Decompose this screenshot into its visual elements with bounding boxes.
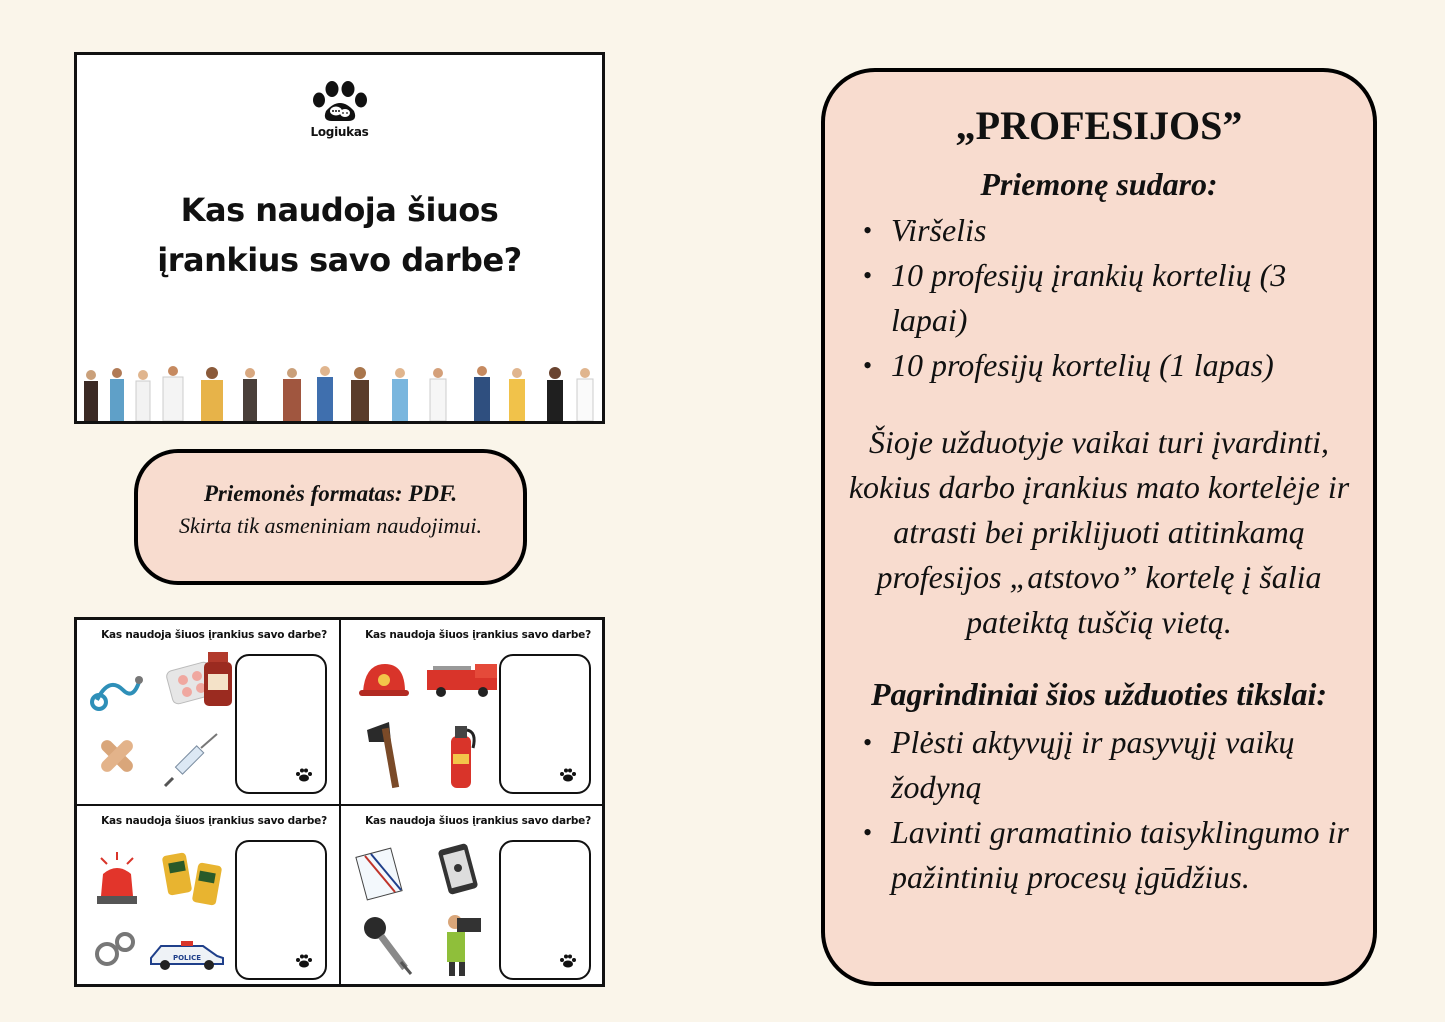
- card-title: Kas naudoja šiuos įrankius savo darbe?: [365, 629, 591, 641]
- walkie-talkie-icon: [161, 844, 225, 914]
- card-title: Kas naudoja šiuos įrankius savo darbe?: [101, 815, 327, 827]
- notepad-icon: [355, 846, 407, 902]
- description-panel: [821, 68, 1377, 986]
- stethoscope-icon: [89, 670, 147, 714]
- card-title: Kas naudoja šiuos įrankius savo darbe?: [101, 629, 327, 641]
- fire-extinguisher-icon: [443, 720, 479, 790]
- medicine-bottle-icon: [201, 650, 235, 708]
- person-figure: [392, 368, 408, 421]
- contents-heading: Priemonę sudaro:: [980, 166, 1218, 202]
- worksheet-card-journalist: [341, 806, 603, 990]
- contents-list: [825, 208, 1373, 388]
- blank-drop-area[interactable]: [235, 840, 327, 980]
- cover-title: [77, 185, 602, 285]
- bandage-icon: [93, 732, 141, 780]
- blank-drop-area[interactable]: [499, 840, 591, 980]
- person-figure: [201, 367, 223, 421]
- person-figure: [577, 368, 593, 421]
- format-label: Priemonės formatas: PDF.: [203, 481, 458, 506]
- product-title: „PROFESIJOS”: [955, 103, 1243, 148]
- usage-note: Skirta tik asmeniniam naudojimui.: [178, 513, 483, 538]
- person-figure: [509, 368, 525, 421]
- paw-logo-icon: [559, 768, 577, 782]
- worksheet-card-medical: [77, 620, 339, 804]
- microphone-icon: [361, 912, 417, 976]
- blank-drop-area[interactable]: [499, 654, 591, 794]
- person-figure: [243, 368, 257, 421]
- person-figure: [84, 370, 98, 421]
- person-figure: [474, 366, 490, 421]
- professionals-illustration: [77, 363, 602, 421]
- logo: [77, 81, 602, 139]
- handcuffs-icon: [93, 928, 137, 972]
- cover-title-line-1: Kas naudoja šiuos: [180, 191, 499, 229]
- person-figure: [317, 366, 333, 421]
- syringe-icon: [161, 730, 221, 790]
- list-item: • Lavinti gramatinio taisyklingumo ir pažintinių procesų įgūdžius.: [825, 810, 1373, 900]
- police-car-icon: [147, 938, 227, 970]
- camera-operator-icon: [437, 910, 485, 976]
- logo-text: Logiukas: [310, 125, 369, 139]
- list-item: • 10 profesijų įrankių kortelių (3 lapai): [825, 253, 1373, 343]
- person-figure: [136, 370, 150, 421]
- card-title: Kas naudoja šiuos įrankius savo darbe?: [365, 815, 591, 827]
- axe-icon: [363, 720, 409, 790]
- cover-title-line-2: įrankius savo darbe?: [157, 241, 522, 279]
- cover-preview: [74, 52, 605, 424]
- paw-logo-icon: [295, 954, 313, 968]
- paw-logo-icon: [295, 768, 313, 782]
- blank-drop-area[interactable]: [235, 654, 327, 794]
- worksheets-preview: [74, 617, 605, 987]
- person-figure: [283, 368, 301, 421]
- list-item: • Viršelis: [825, 208, 1373, 253]
- person-figure: [110, 368, 124, 421]
- person-figure: [547, 367, 563, 421]
- paw-logo-icon: [559, 954, 577, 968]
- fire-helmet-icon: [359, 658, 409, 702]
- phone-recorder-icon: [435, 840, 485, 898]
- paw-logo-icon: [310, 81, 370, 123]
- list-item: • 10 profesijų kortelių (1 lapas): [825, 343, 1373, 388]
- worksheet-card-fire: [341, 620, 603, 804]
- person-figure: [163, 366, 183, 421]
- siren-icon: [95, 850, 139, 908]
- goals-heading: Pagrindiniai šios užduoties tikslai:: [870, 676, 1328, 712]
- police-label: POLICE: [172, 954, 202, 962]
- goals-list: [825, 720, 1373, 900]
- grid-divider-vertical: [339, 620, 341, 984]
- grid-divider-horizontal: [77, 804, 602, 806]
- task-description: Šioje užduotyje vaikai turi įvardinti, kokius darbo įrankius mato kortelėje ir atrasti bei priklijuoti atitinkamą profesijos „atstovo” kortelę į šalia pateiktą tuščią vietą.: [848, 424, 1350, 640]
- worksheet-card-police: [77, 806, 339, 990]
- person-figure: [351, 367, 369, 421]
- list-item: • Plėsti aktyvųjį ir pasyvųjį vaikų žodyną: [825, 720, 1373, 810]
- fire-truck-icon: [425, 660, 501, 700]
- person-figure: [430, 368, 446, 421]
- format-info-box: [134, 449, 527, 585]
